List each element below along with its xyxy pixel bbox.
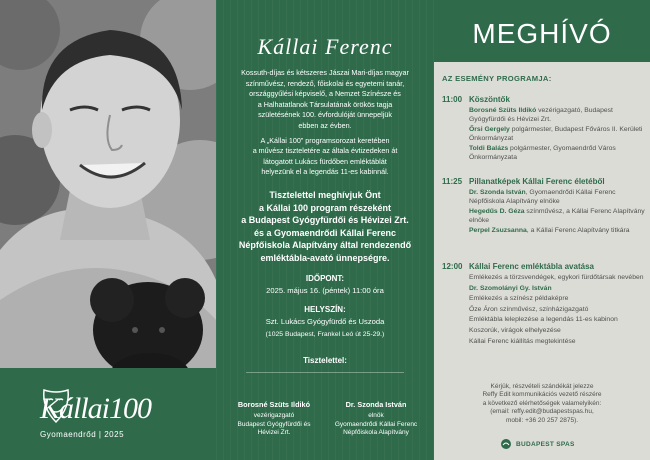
- speaker-role: vezérigazgató, Budapest Gyógyfürdői és Hévizei Zrt.: [469, 107, 613, 123]
- date-label: IDŐPONT:: [305, 273, 345, 283]
- host-line: Budapest Gyógyfürdői és: [237, 420, 311, 428]
- slot-title: Kállai Ferenc emléktábla avatása: [469, 262, 594, 271]
- logo-main-text: Kállai100: [40, 392, 152, 425]
- speaker-name: Dr. Szonda István: [469, 189, 526, 196]
- intro-line: látogatott Lukács fürdőben emléktáblát: [263, 156, 387, 166]
- invitation-heading: MEGHÍVÓ: [472, 18, 612, 49]
- speaker-entry: [469, 145, 647, 162]
- speaker-entry: [469, 227, 647, 236]
- intro-line: A „Kállai 100” programsorozat keretében: [260, 135, 390, 145]
- intro-line: országgyűlési képviselő, a Nemzet Színésze és: [249, 89, 401, 99]
- speaker-entry: [469, 208, 647, 225]
- logo-sub-text: Gyomaendrőd | 2025: [40, 430, 125, 439]
- spa-brand-icon: [500, 438, 512, 450]
- host-signature: [224, 401, 324, 438]
- speaker-entry: [469, 126, 647, 143]
- place-label: HELYSZÍN:: [304, 304, 346, 314]
- speaker-name: Toldi Balázs: [469, 145, 509, 153]
- contact-line: (email: reffy.edit@budapestspas.hu,: [490, 408, 594, 416]
- place-value: Szt. Lukács Gyógyfürdő és Uszoda: [265, 316, 385, 326]
- invite-line: a Budapest Gyógyfürdői és Hévizei Zrt.: [241, 215, 409, 226]
- program-line: Őze Áron színművész, színházigazgató: [469, 305, 589, 313]
- intro-text: [216, 62, 434, 178]
- theatre-mask-icon: [40, 388, 72, 424]
- date-value: 2025. május 16. (péntek) 11:00 óra: [266, 285, 384, 295]
- intro-line: ebben az évben.: [298, 120, 352, 130]
- invitation-text: [216, 178, 434, 265]
- invitation-header: [434, 0, 650, 62]
- contact-line: a következő elérhetőségek valamelyikén:: [482, 399, 602, 407]
- program-line: Koszorúk, virágok elhelyezése: [469, 326, 561, 334]
- speaker-role: , Gyomaendrődi Kállai Ferenc Népfőiskola Alapítvány elnöke: [469, 189, 616, 205]
- slot-time: 12:00: [442, 262, 463, 271]
- hosts-title: Tisztelettel:: [303, 355, 347, 365]
- invitation-panel: [216, 0, 434, 460]
- speaker-name: Borosné Szüts Ildikó: [469, 107, 537, 114]
- invite-line: Népfőiskola Alapítvány által rendezendő: [238, 240, 412, 251]
- budapest-spas-logo: [500, 438, 575, 450]
- invite-line: emléktábla-avató ünnepségre.: [260, 252, 390, 263]
- contact-line: mobil: +36 20 257 2875).: [505, 416, 579, 424]
- speaker-name: Őrsi Gergely: [469, 126, 510, 134]
- host-line: Népfőiskola Alapítvány: [343, 429, 409, 437]
- intro-line: születésének 100. évfordulóját ünnepeljük: [258, 110, 392, 120]
- program-line: Emléktábla leleplezése a legendás 11-es kabinon: [469, 316, 618, 324]
- intro-line: a Halhatatlanok Társulatának örökös tagja: [257, 99, 393, 109]
- portrait-photo: [0, 0, 216, 460]
- speaker-name: Perpel Zsuzsanna: [469, 227, 527, 235]
- logo-band: [0, 368, 216, 460]
- slot-title: Pillanatképek Kállai Ferenc életéből: [469, 177, 605, 186]
- invite-line: a Kállai 100 program részeként: [258, 202, 392, 213]
- speaker-entry: [469, 107, 647, 124]
- intro-line: a művész tiszteletére az általa évtizedeken át: [252, 146, 398, 156]
- host-signature: [326, 401, 426, 438]
- speaker-role: polgármester, Budapest Főváros II. Kerületi Önkormányzat: [469, 126, 643, 142]
- invite-line: Tisztelettel meghívjuk Önt: [269, 189, 381, 200]
- honoree-name: Kállai Ferenc: [257, 34, 393, 59]
- program-line: Dr. Szomolányi Gy. István: [469, 284, 552, 292]
- contact-line: Reffy Edit kommunikációs vezető részére: [482, 391, 602, 399]
- speaker-role: , a Kállai Ferenc Alapítvány titkára: [526, 227, 630, 235]
- host-line: Hévizei Zrt.: [257, 429, 291, 437]
- brand-name: BUDAPEST SPAS: [516, 440, 575, 448]
- intro-line: helyezünk el a legendás 11-es kabinnál.: [261, 167, 389, 177]
- host-name: Dr. Szonda István: [345, 400, 407, 409]
- program-line: Emlékezés a törzsvendégek, egykori fürdőtársak nevében: [469, 274, 644, 281]
- rsvp-contact: [452, 383, 632, 425]
- place-address: (1025 Budapest, Frankel Leó út 25-29.): [265, 330, 385, 338]
- program-panel: [434, 0, 650, 460]
- invite-line: és a Gyomaendrődi Kállai Ferenc: [253, 227, 397, 238]
- speaker-name: Hegedűs D. Géza: [469, 208, 525, 216]
- host-name: Borosné Szüts Ildikó: [237, 400, 311, 409]
- speaker-role: polgármester, Gyomaendrőd Város Önkormányzata: [469, 145, 616, 161]
- host-line: elnök: [368, 412, 384, 420]
- slot-time: 11:25: [442, 177, 463, 186]
- speaker-entry: [469, 189, 647, 206]
- contact-line: Kérjük, részvételi szándékát jelezze: [490, 383, 594, 390]
- program-title: AZ ESEMÉNY PROGRAMJA:: [442, 74, 552, 83]
- intro-line: Kossuth-díjas és kétszeres Jászai Mari-díjas magyar: [241, 68, 409, 77]
- kallai100-logo: [40, 388, 180, 446]
- host-line: Gyomaendrődi Kállai Ferenc: [334, 420, 418, 428]
- slot-time: 11:00: [442, 95, 463, 104]
- slot-title: Köszöntők: [469, 95, 510, 104]
- divider: [246, 372, 404, 373]
- intro-line: színművész, rendező, főiskolai és egyetemi tanár,: [245, 78, 405, 88]
- program-line: Kállai Ferenc kiállítás megtekintése: [469, 337, 576, 345]
- host-line: vezérigazgató: [253, 412, 295, 420]
- speaker-role: színművész, a Kállai Ferenc Alapítvány elnöke: [469, 208, 645, 224]
- program-line: Emlékezés a színész példaképre: [469, 295, 569, 303]
